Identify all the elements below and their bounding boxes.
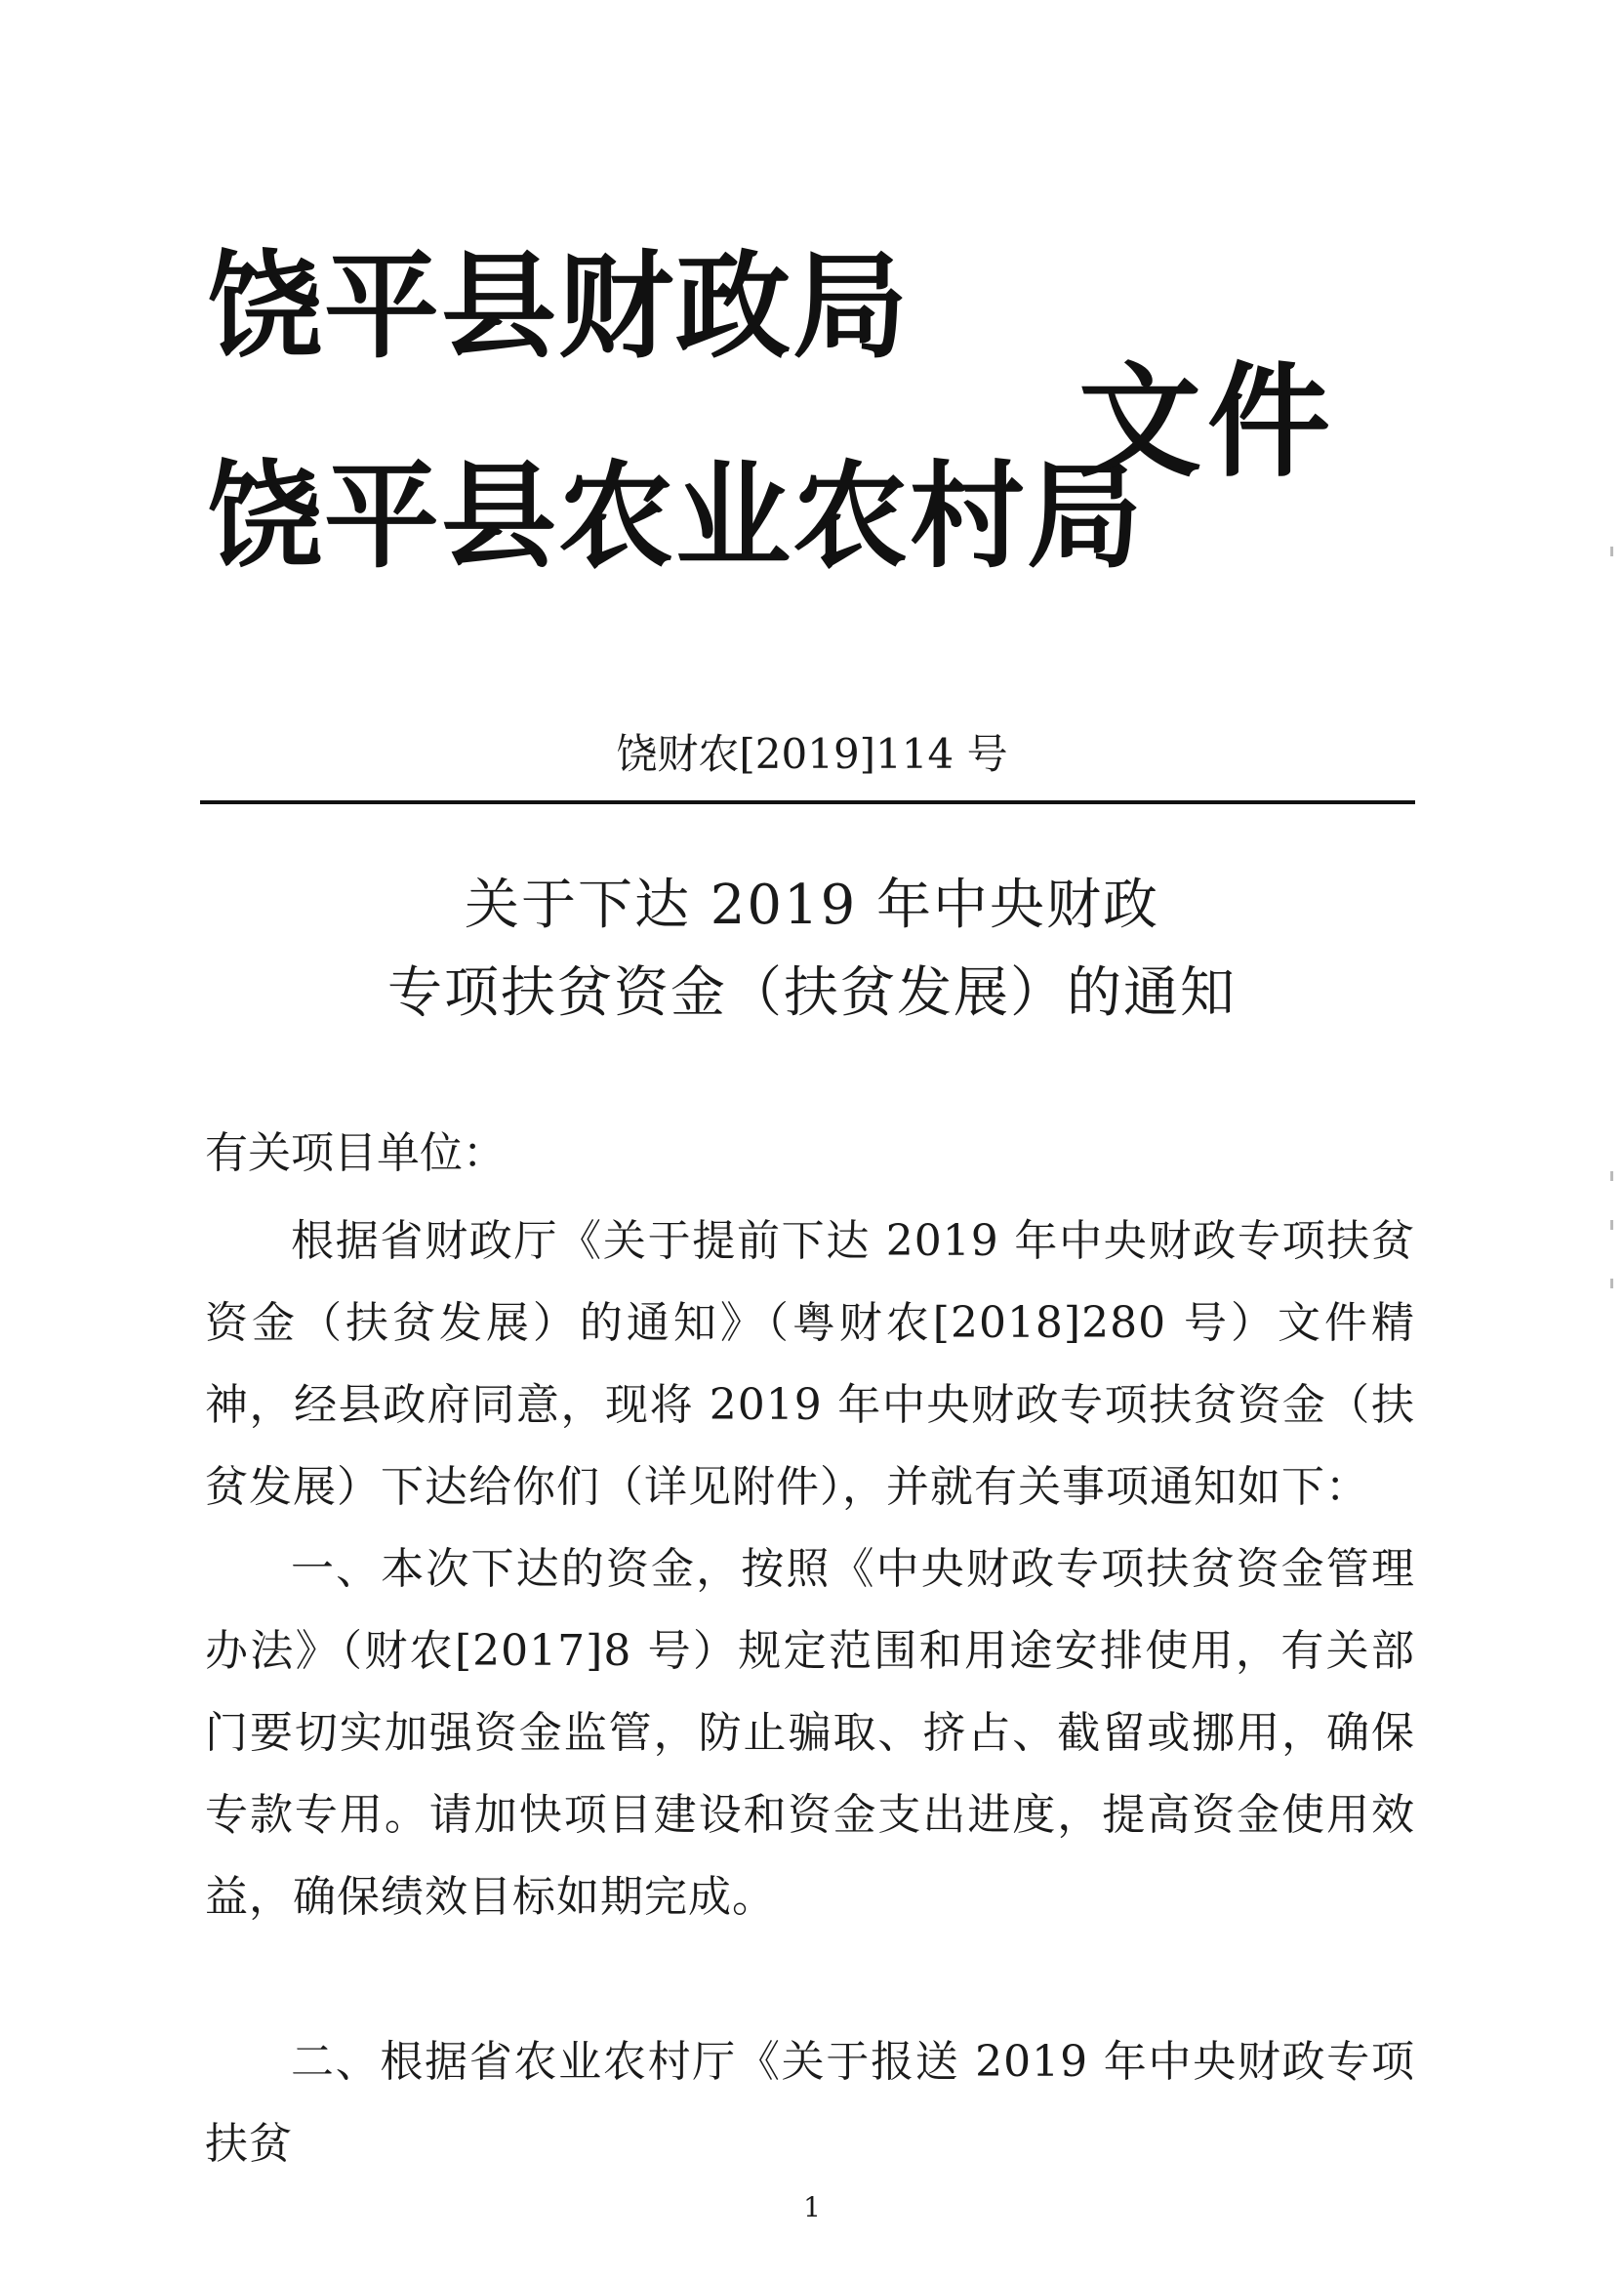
body-paragraph-2: 一、本次下达的资金，按照《中央财政专项扶贫资金管理办法》（财农[2017]8 号）规定范围和用途安排使用，有关部门要切实加强资金监管，防止骗取、挤占、截留或挪用，确保专款专用。请加快项目建设和资金支出进度，提高资金使用效益，确保绩效目标如期完成。	[205, 1544, 1415, 1922]
document-title-line-2: 专项扶贫资金（扶贫发展）的通知	[387, 961, 1237, 1025]
body-paragraph-3: 二、根据省农业农村厅《关于报送 2019 年中央财政专项扶贫	[205, 2037, 1415, 2169]
document-title-line-1: 关于下达 2019 年中央财政	[464, 874, 1160, 937]
body-paragraph-1: 根据省财政厅《关于提前下达 2019 年中央财政专项扶贫资金（扶贫发展）的通知》（粤财农[2018]280 号）文件精神，经县政府同意，现将 2019 年中央财政专项扶贫资金（扶贫发展）下达给你们（详见附件），并就有关事项通知如下：	[205, 1216, 1415, 1512]
document-number: 饶财农[2019]114 号	[616, 730, 1008, 778]
scan-artifact-mark	[1610, 1171, 1613, 1181]
issuing-org-agriculture-bureau: 饶平县农业农村局	[207, 449, 1145, 584]
scan-artifact-mark	[1610, 1220, 1613, 1230]
salutation: 有关项目单位：	[205, 1128, 506, 1178]
scan-artifact-mark	[1610, 1279, 1613, 1288]
header-divider	[200, 800, 1415, 804]
document-type-label: 文件	[1078, 350, 1336, 494]
page-number: 1	[803, 2191, 821, 2223]
issuing-org-finance-bureau: 饶平县财政局	[207, 239, 911, 374]
scan-artifact-mark	[1610, 547, 1613, 556]
